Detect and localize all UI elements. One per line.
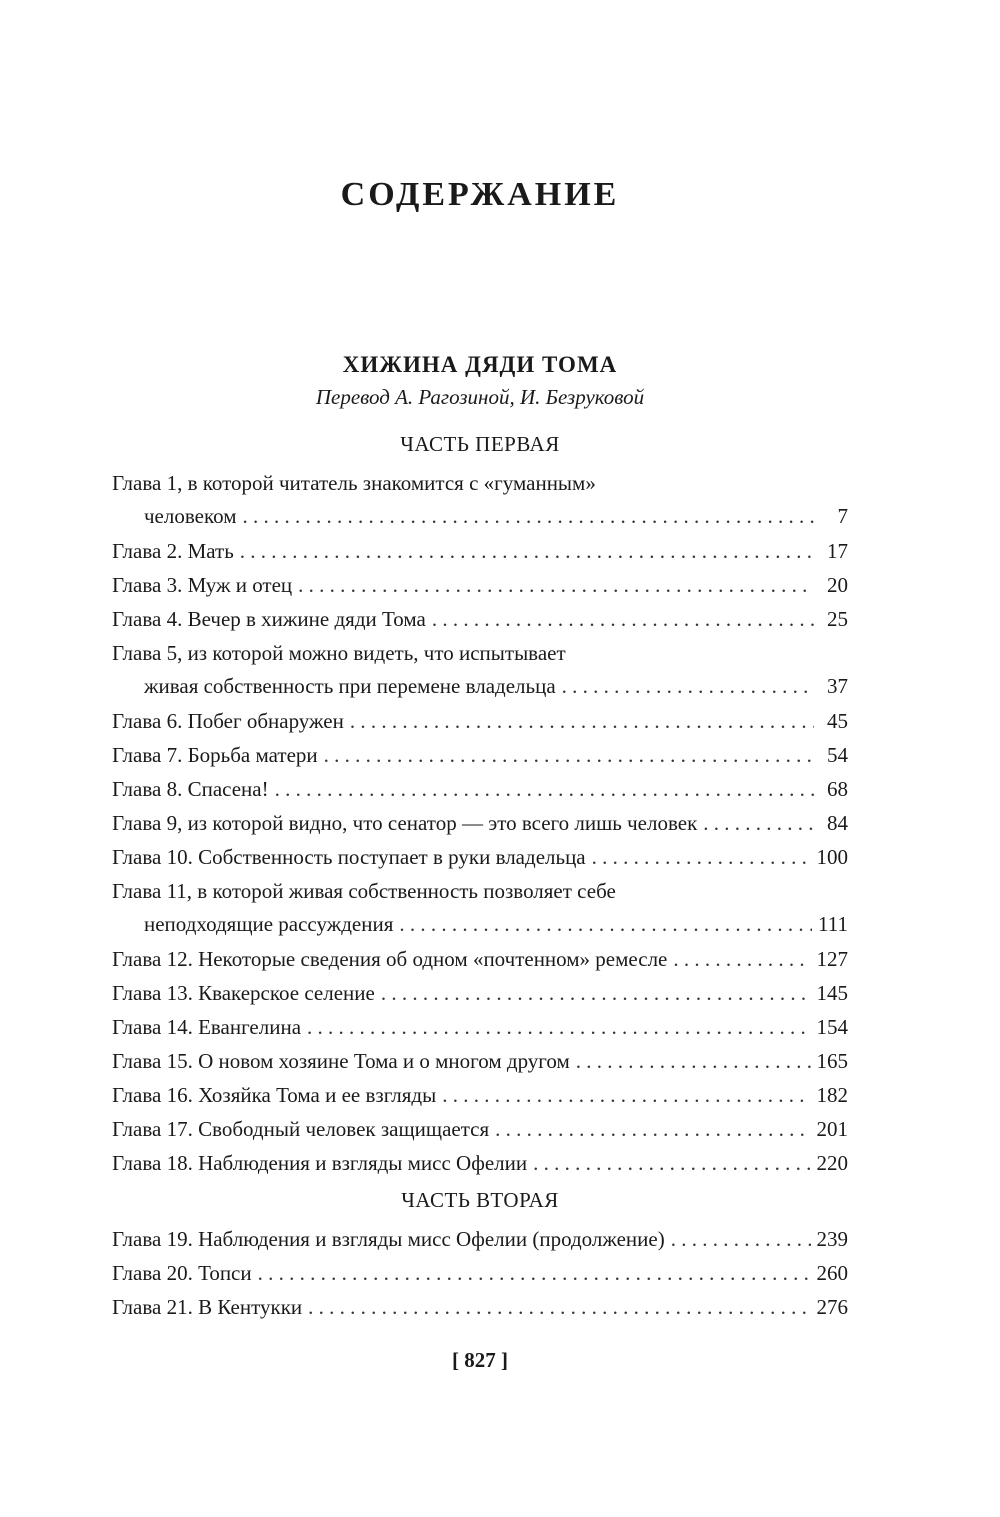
dot-leader	[592, 841, 811, 874]
toc-entry-title: Глава 15. О новом хозяине Тома и о многом другом	[112, 1049, 570, 1073]
toc-entry-title: Глава 7. Борьба матери	[112, 743, 318, 767]
toc-entry[interactable]	[112, 705, 848, 738]
dot-leader	[308, 1291, 810, 1324]
toc-entry-page: 145	[816, 981, 848, 1005]
toc-entry[interactable]	[112, 535, 848, 568]
dot-leader	[307, 1011, 810, 1044]
toc-entry-page: 220	[816, 1151, 848, 1175]
toc-entry-title: Глава 13. Квакерское селение	[112, 981, 375, 1005]
toc-entry[interactable]	[112, 841, 848, 874]
toc-entry-title: Глава 19. Наблюдения и взгляды мисс Офелии (продолжение)	[112, 1227, 665, 1251]
toc-entry[interactable]	[112, 1257, 848, 1290]
toc-entry-title: Глава 20. Топси	[112, 1261, 252, 1285]
toc-entry[interactable]	[112, 977, 848, 1010]
toc-entry-page: 276	[816, 1295, 848, 1319]
toc-entry[interactable]	[112, 875, 848, 941]
toc-entry[interactable]	[112, 1291, 848, 1324]
toc-entry[interactable]	[112, 943, 848, 976]
toc-entry-title: Глава 18. Наблюдения и взгляды мисс Офелии	[112, 1151, 528, 1175]
toc-entry[interactable]	[112, 1011, 848, 1044]
dot-leader	[258, 1257, 811, 1290]
toc-entry-title: Глава 2. Мать	[112, 539, 234, 563]
toc-entry-title-line1: Глава 1, в которой читатель знакомится с «гуманным»	[112, 471, 596, 495]
toc-entry-page: 17	[827, 539, 848, 563]
toc-entry-page: 54	[827, 743, 848, 767]
dot-leader	[673, 943, 810, 976]
toc-entry-page: 7	[837, 504, 848, 528]
toc-entry[interactable]	[112, 1147, 848, 1180]
toc-entry-page: 84	[827, 811, 848, 835]
toc-entry[interactable]	[112, 603, 848, 636]
toc-entry-page: 25	[827, 607, 848, 631]
dot-leader	[576, 1045, 811, 1078]
toc-entry[interactable]	[112, 467, 848, 533]
dot-leader	[442, 1079, 810, 1112]
toc-list-part-one	[112, 467, 848, 1181]
dot-leader	[240, 535, 814, 568]
toc-entry-title-line1: Глава 5, из которой можно видеть, что испытывает	[112, 641, 566, 665]
translator-credit: Перевод А. Рагозиной, И. Безруковой	[315, 385, 645, 409]
toc-entry-page: 154	[816, 1015, 848, 1039]
toc-entry-title: Глава 3. Муж и отец	[112, 573, 293, 597]
dot-leader	[243, 500, 814, 533]
toc-entry[interactable]	[112, 739, 848, 772]
dot-leader	[495, 1113, 810, 1146]
toc-entry-title: Глава 12. Некоторые сведения об одном «почтенном» ремесле	[112, 947, 668, 971]
toc-entry[interactable]	[112, 1045, 848, 1078]
toc-entry-page: 165	[816, 1049, 848, 1073]
toc-entry[interactable]	[112, 1079, 848, 1112]
toc-entry-title: живая собственность при перемене владельца	[144, 674, 556, 698]
toc-entry-title: Глава 9, из которой видно, что сенатор — это всего лишь человек	[112, 811, 698, 835]
toc-entry-page: 20	[827, 573, 848, 597]
toc-entry-title: Глава 10. Собственность поступает в руки владельца	[112, 845, 586, 869]
toc-entry-title: Глава 8. Спасена!	[112, 777, 269, 801]
dot-leader	[399, 908, 812, 941]
toc-entry-page: 68	[827, 777, 848, 801]
toc-entry-title-line1: Глава 11, в которой живая собственность позволяет себе	[112, 879, 616, 903]
page-title: СОДЕРЖАНИЕ	[340, 176, 620, 213]
toc-entry[interactable]	[112, 1113, 848, 1146]
toc-entry-title: человеком	[144, 504, 237, 528]
dot-leader	[381, 977, 811, 1010]
toc-entry-title: Глава 21. В Кентукки	[112, 1295, 303, 1319]
toc-entry[interactable]	[112, 569, 848, 602]
toc-list-part-two	[112, 1223, 848, 1325]
toc-entry-page: 37	[827, 674, 848, 698]
toc-entry-title: неподходящие рассуждения	[144, 912, 394, 936]
toc-entry-page: 260	[816, 1261, 848, 1285]
toc-entry-page: 127	[816, 947, 848, 971]
toc-entry-page: 239	[816, 1227, 848, 1251]
toc-entry[interactable]	[112, 637, 848, 703]
dot-leader	[350, 705, 814, 738]
dot-leader	[562, 670, 814, 703]
part-heading-first: ЧАСТЬ ПЕРВАЯ	[400, 432, 560, 456]
page-number: [ 827 ]	[452, 1348, 508, 1372]
toc-entry[interactable]	[112, 773, 848, 806]
toc-entry[interactable]	[112, 1223, 848, 1256]
toc-entry[interactable]	[112, 807, 848, 840]
toc-entry-page: 45	[827, 709, 848, 733]
dot-leader	[432, 603, 814, 636]
dot-leader	[533, 1147, 810, 1180]
dot-leader	[275, 773, 814, 806]
part-heading-second: ЧАСТЬ ВТОРАЯ	[401, 1188, 559, 1212]
dot-leader	[324, 739, 814, 772]
work-title: ХИЖИНА ДЯДИ ТОМА	[342, 352, 618, 377]
toc-entry-page: 111	[818, 912, 848, 936]
toc-entry-title: Глава 17. Свободный человек защищается	[112, 1117, 490, 1141]
toc-entry-page: 182	[816, 1083, 848, 1107]
toc-entry-title: Глава 16. Хозяйка Тома и ее взгляды	[112, 1083, 437, 1107]
toc-entry-page: 201	[816, 1117, 848, 1141]
toc-entry-title: Глава 14. Евангелина	[112, 1015, 302, 1039]
toc-entry-title: Глава 4. Вечер в хижине дяди Тома	[112, 607, 426, 631]
dot-leader	[298, 569, 814, 602]
toc-entry-page: 100	[816, 845, 848, 869]
dot-leader	[671, 1223, 811, 1256]
dot-leader	[703, 807, 814, 840]
toc-entry-title: Глава 6. Побег обнаружен	[112, 709, 344, 733]
